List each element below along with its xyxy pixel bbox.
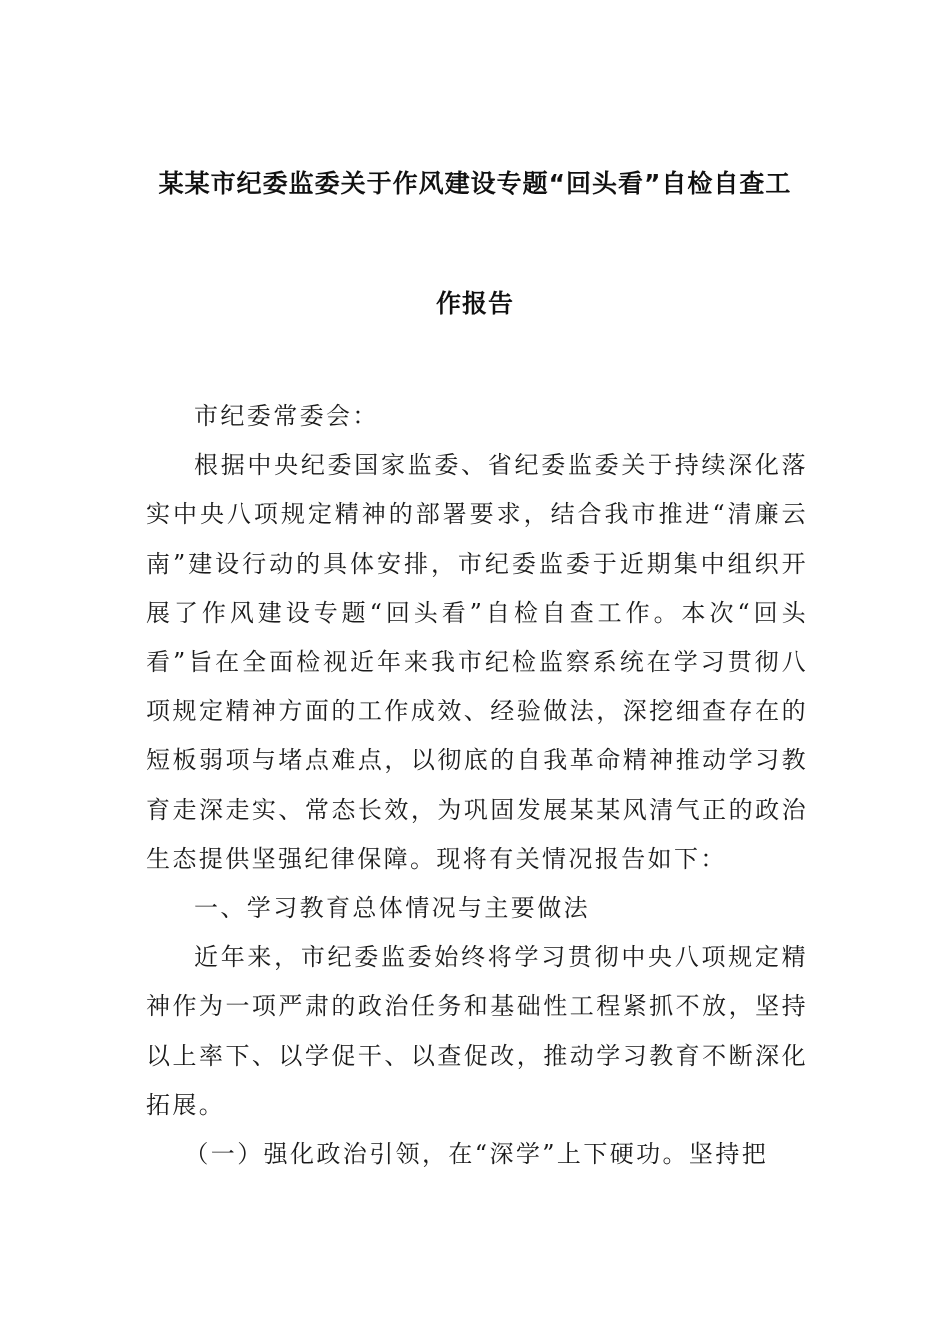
section-heading-1: 一、学习教育总体情况与主要做法 <box>194 894 590 923</box>
document-body <box>146 392 808 1179</box>
subsection-heading-1: （一）强化政治引领，在“深学”上下硬功。坚持把 <box>184 1140 769 1169</box>
salutation: 市纪委常委会： <box>194 402 379 430</box>
paragraph-intro: 根据中央纪委国家监委、省纪委监委关于持续深化落实中央八项规定精神的部署要求，结合我市推进“清廉云南”建设行动的具体安排，市纪委监委于近期集中组织开展了作风建设专题“回头看”自检自查工作。本次“回头看”旨在全面检视近年来我市纪检监察系统在学习贯彻八项规定精神方面的工作成效、经验做法，深挖细查存在的短板弱项与堵点难点，以彻底的自我革命精神推动学习教育走深走实、常态长效，为巩固发展某某风清气正的政治生态提供坚强纪律保障。现将有关情况报告如下： <box>146 451 808 873</box>
document-title-line-1: 某某市纪委监委关于作风建设专题“回头看”自检自查工 <box>158 169 792 198</box>
paragraph-section-1: 近年来，市纪委监委始终将学习贯彻中央八项规定精神作为一项严肃的政治任务和基础性工程紧抓不放，坚持以上率下、以学促干、以查促改，推动学习教育不断深化拓展。 <box>146 943 808 1119</box>
document-title-line-2: 作报告 <box>435 289 514 318</box>
